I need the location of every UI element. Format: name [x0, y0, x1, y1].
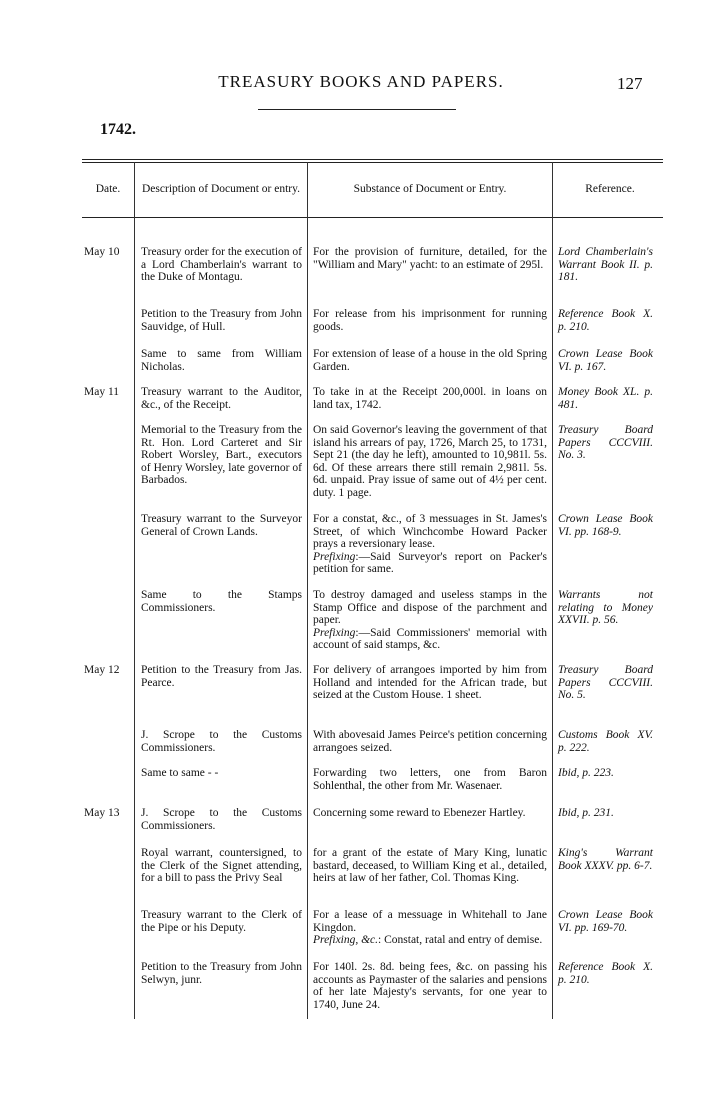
table-top-rule	[82, 159, 663, 160]
entry-substance-text: To take in at the Receipt 200,000l. in loans on land tax, 1742.	[313, 386, 547, 411]
entry-description: Petition to the Treasury from Jas. Pearce.	[141, 664, 302, 689]
entry-reference: Customs Book XV. p. 222.	[558, 729, 653, 754]
entry-reference: Lord Chamberlain's Warrant Book II. p. 181.	[558, 246, 653, 283]
entry-substance-text: for a grant of the estate of Mary King, lunatic bastard, deceased, to William King et al., detailed, heirs at law of her father, Col. Thomas King.	[313, 847, 547, 884]
entry-substance	[313, 246, 547, 271]
entry-substance	[313, 348, 547, 373]
entry-reference: Reference Book X. p. 210.	[558, 308, 653, 333]
entry-substance	[313, 664, 547, 702]
entry-reference: King's Warrant Book XXXV. pp. 6-7.	[558, 847, 653, 872]
column-header-date: Date.	[95, 183, 121, 195]
entry-reference: Ibid, p. 223.	[558, 767, 614, 779]
entry-reference: Reference Book X. p. 210.	[558, 961, 653, 986]
entry-substance-text: On said Governor's leaving the government of that island his arrears of pay, 1726, March 25, to 1731, Sept 21 (the day he left), amounted to 10,981l. 5s. 6d. Of these arrears there still remain 2,981l. 5s. 6d. unpaid. Pray issue of same out of 4½ per cent. duty. 1 page.	[313, 424, 547, 499]
prefixing-label: Prefixing	[313, 550, 356, 563]
entry-date: May 11	[84, 386, 120, 398]
page-number: 127	[617, 74, 643, 93]
entry-substance	[313, 589, 547, 652]
entry-substance	[313, 513, 547, 576]
column-divider	[552, 162, 553, 1019]
entry-description: Treasury warrant to the Surveyor General of Crown Lands.	[141, 513, 302, 538]
entry-substance-text: For a lease of a messuage in Whitehall to Jane Kingdon.	[313, 909, 547, 934]
entry-substance-text: For extension of lease of a house in the old Spring Garden.	[313, 348, 547, 373]
entry-substance	[313, 961, 547, 1011]
entry-description: J. Scrope to the Customs Commissioners.	[141, 807, 302, 832]
column-divider	[307, 162, 308, 1019]
running-title: TREASURY BOOKS AND PAPERS.	[218, 72, 504, 91]
entry-description: J. Scrope to the Customs Commissioners.	[141, 729, 302, 754]
entry-description: Petition to the Treasury from John Selwyn, junr.	[141, 961, 302, 986]
column-divider	[134, 162, 135, 1019]
entry-description: Same to same - -	[141, 767, 219, 779]
entry-description: Same to the Stamps Commissioners.	[141, 589, 302, 614]
entry-description: Treasury warrant to the Clerk of the Pipe or his Deputy.	[141, 909, 302, 934]
entry-prefixing-note	[313, 551, 547, 576]
entry-substance	[313, 424, 547, 499]
column-header-substance: Substance of Document or Entry.	[353, 183, 507, 195]
prefixing-text: :—Said Commissioners' memorial with account of said stamps, &c.	[313, 626, 547, 651]
entry-substance-text: For release from his imprisonment for running goods.	[313, 308, 547, 333]
entry-substance	[313, 807, 547, 820]
entry-reference: Warrants not relating to Money XXVII. p. 56.	[558, 589, 653, 626]
entry-substance-text: For a constat, &c., of 3 messuages in St. James's Street, of which Winchcombe Howard Packer prays a reversionary lease.	[313, 513, 547, 550]
entries-table	[82, 159, 663, 1019]
entry-description: Treasury warrant to the Auditor, &c., of the Receipt.	[141, 386, 302, 411]
prefixing-text: : Constat, ratal and entry of demise.	[378, 934, 543, 946]
column-header-description: Description of Document or entry.	[142, 183, 300, 195]
entry-substance-text: For delivery of arrangoes imported by him from Holland and intended for the African trade, but seized at the Custom House. 1 sheet.	[313, 664, 547, 701]
prefixing-label: Prefixing, &c.	[313, 934, 379, 946]
entry-date: May 12	[84, 664, 120, 676]
entry-description: Same to same from William Nicholas.	[141, 348, 302, 373]
entry-reference: Crown Lease Book VI. pp. 168-9.	[558, 513, 653, 538]
entry-substance-text: To destroy damaged and useless stamps in the Stamp Office and dispose of the parchment and paper.	[313, 589, 547, 626]
entry-substance-text: For 140l. 2s. 8d. being fees, &c. on passing his accounts as Paymaster of the salaries and pensions of her late Majesty's servants, for one year to 1740, June 24.	[313, 961, 547, 1011]
entry-reference: Treasury Board Papers CCCVIII. No. 3.	[558, 424, 653, 461]
entry-date: May 13	[84, 807, 120, 819]
entry-prefixing-note	[313, 627, 547, 652]
entry-substance-text: With abovesaid James Peirce's petition concerning arrangoes seized.	[313, 729, 547, 754]
entry-reference: Crown Lease Book VI. p. 167.	[558, 348, 653, 373]
prefixing-text: :—Said Surveyor's report on Packer's petition for same.	[313, 550, 547, 575]
prefixing-label: Prefixing	[313, 626, 356, 639]
entry-description: Treasury order for the execution of a Lord Chamberlain's warrant to the Duke of Montagu.	[141, 246, 302, 283]
entry-reference: Money Book XL. p. 481.	[558, 386, 653, 411]
entry-description: Royal warrant, countersigned, to the Clerk of the Signet attending, for a bill to pass the Privy Seal	[141, 847, 302, 884]
table-header-rule	[82, 217, 663, 218]
entry-substance	[313, 847, 547, 885]
entry-substance-text: For the provision of furniture, detailed, for the "William and Mary" yacht: to an estimate of 295l.	[313, 246, 547, 271]
entry-substance	[313, 909, 547, 947]
entry-substance	[313, 767, 547, 792]
header-rule	[258, 109, 456, 110]
entry-reference: Ibid, p. 231.	[558, 807, 614, 819]
column-header-reference: Reference.	[585, 183, 635, 195]
entry-reference: Treasury Board Papers CCCVIII. No. 5.	[558, 664, 653, 701]
entry-substance	[313, 386, 547, 411]
entry-prefixing-note	[313, 934, 547, 947]
entry-date: May 10	[84, 246, 120, 258]
entry-substance	[313, 729, 547, 754]
entry-substance	[313, 308, 547, 333]
entry-description: Memorial to the Treasury from the Rt. Hon. Lord Carteret and Sir Robert Worsley, Bart., executors of Henry Worsley, late governor of Barbados.	[141, 424, 302, 486]
entry-description: Petition to the Treasury from John Sauvidge, of Hull.	[141, 308, 302, 333]
entry-substance-text: Concerning some reward to Ebenezer Hartley.	[313, 807, 526, 819]
year-heading: 1742.	[100, 121, 136, 138]
entry-reference: Crown Lease Book VI. pp. 169-70.	[558, 909, 653, 934]
entry-substance-text: Forwarding two letters, one from Baron Sohlenthal, the other from Mr. Wasenaer.	[313, 767, 547, 792]
